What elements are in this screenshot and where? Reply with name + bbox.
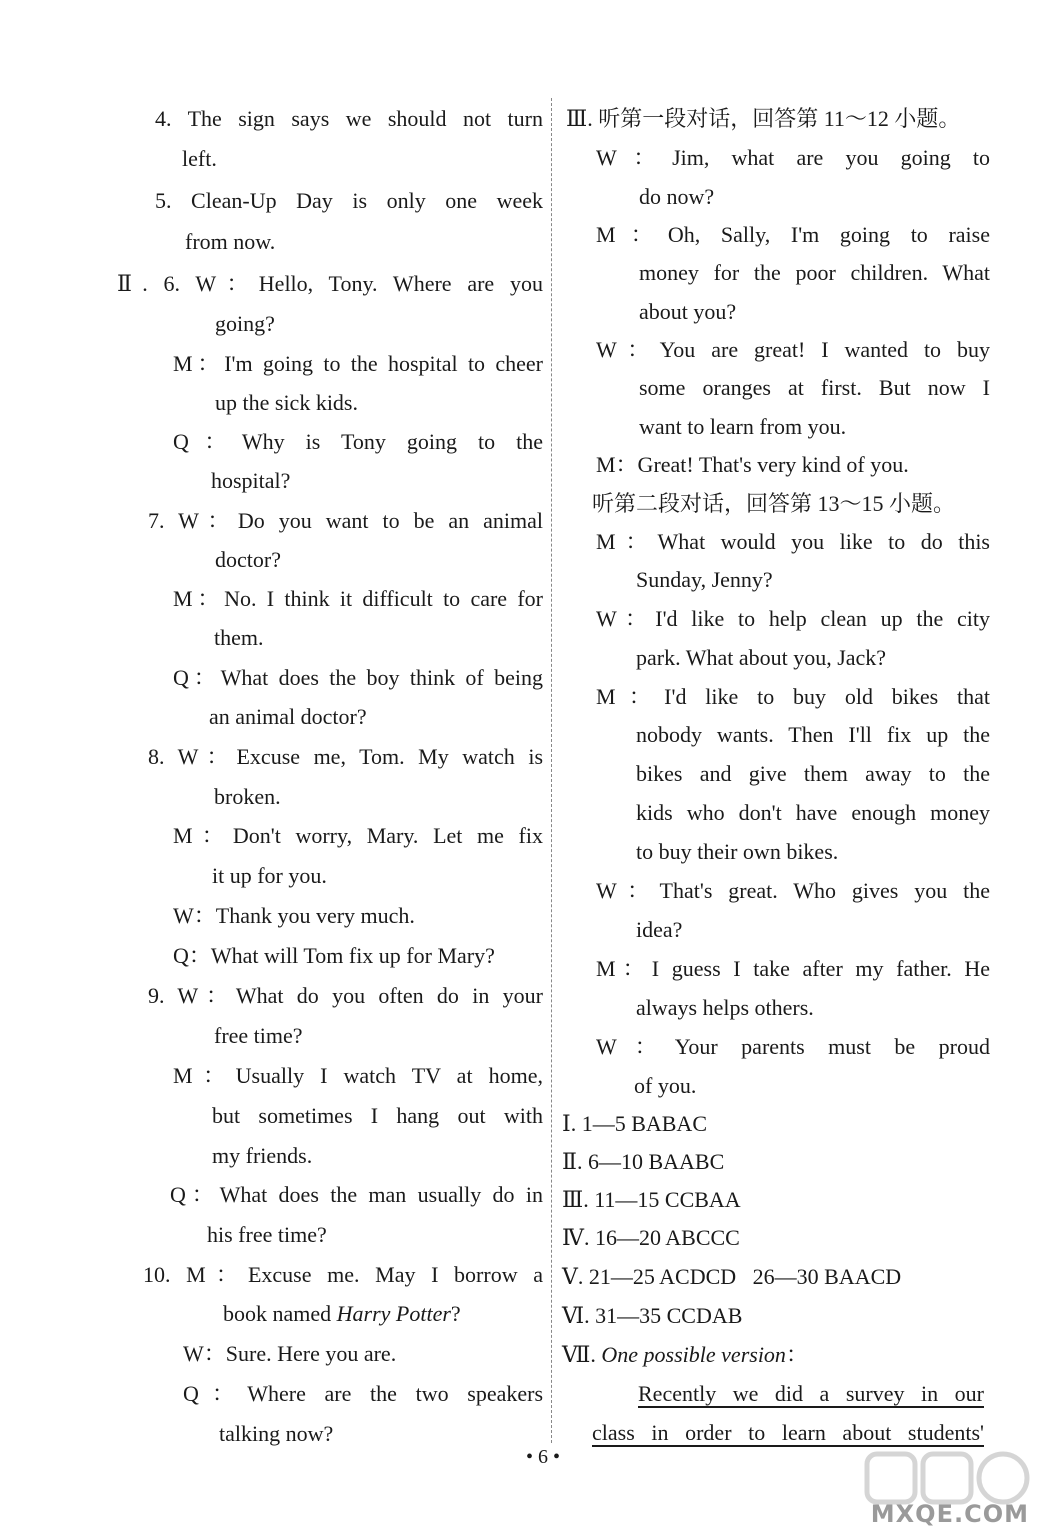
right-line-2: W：Jim, what are you going to (596, 145, 990, 170)
left-line-6: going? (215, 311, 275, 336)
essay-line-1: Recently we did a survey in our (638, 1381, 984, 1406)
left-line-1: 4. The sign says we should not turn (155, 106, 543, 131)
left-line-19: M：Don't worry, Mary. Let me fix (173, 823, 543, 848)
right-line-1: Ⅲ. 听第一段对话，回答第 11～12 小题。 (566, 106, 961, 131)
left-line-22: Q：What will Tom fix up for Mary? (173, 943, 495, 968)
version-numeral: Ⅶ. (562, 1342, 602, 1367)
version-colon: ： (785, 1342, 808, 1367)
left-line-26: but sometimes I hang out with (212, 1103, 543, 1128)
left-line-29: his free time? (207, 1222, 327, 1247)
left-line-7: M：I'm going to the hospital to cheer (173, 351, 543, 376)
right-line-24: always helps others. (636, 995, 814, 1020)
watermark-text: MXQE.COM (870, 1500, 1029, 1528)
left-line-20: it up for you. (212, 863, 327, 888)
book-prefix: book named (223, 1301, 337, 1326)
right-line-20: to buy their own bikes. (636, 839, 839, 864)
left-line-23: 9. W：What do you often do in your (148, 983, 543, 1008)
right-line-18: bikes and give them away to the (636, 761, 990, 786)
left-line-32: W：Sure. Here you are. (183, 1341, 397, 1366)
right-line-6: about you? (639, 299, 737, 324)
left-line-17: 8. W：Excuse me, Tom. My watch is (148, 744, 543, 769)
left-line-10: hospital? (211, 468, 291, 493)
left-line-25: M：Usually I watch TV at home, (173, 1063, 543, 1088)
left-line-3: 5. Clean-Up Day is only one week (155, 188, 543, 213)
left-line-16: an animal doctor? (209, 704, 367, 729)
right-line-17: nobody wants. Then I'll fix up the (636, 722, 990, 747)
version-heading (562, 1341, 808, 1369)
right-line-4: M：Oh, Sally, I'm going to raise (596, 222, 990, 247)
right-line-15: park. What about you, Jack? (636, 645, 887, 670)
left-line-2: left. (182, 146, 217, 171)
right-line-22: idea? (636, 917, 683, 942)
left-line-18: broken. (214, 784, 281, 809)
answer-line-4: Ⅳ. 16—20 ABCCC (562, 1225, 740, 1250)
right-line-7: W：You are great! I wanted to buy (596, 337, 990, 362)
left-line-33: Q：Where are the two speakers (183, 1381, 543, 1406)
right-line-14: W：I'd like to help clean up the city (596, 606, 990, 631)
right-line-3: do now? (639, 184, 715, 209)
right-line-21: W：That's great. Who gives you the (596, 878, 990, 903)
answer-line-2: Ⅱ. 6—10 BAABC (562, 1149, 725, 1174)
left-line-31 (223, 1300, 461, 1328)
version-label: One possible version (601, 1342, 786, 1367)
left-line-9: Q：Why is Tony going to the (173, 429, 543, 454)
right-line-12: M：What would you like to do this (596, 529, 990, 554)
left-line-8: up the sick kids. (215, 390, 358, 415)
left-line-34: talking now? (219, 1421, 334, 1446)
essay-line-2: class in order to learn about students' (592, 1420, 984, 1445)
left-line-11: 7. W：Do you want to be an animal (148, 508, 543, 533)
left-line-14: them. (214, 625, 264, 650)
right-line-8: some oranges at first. But now I (639, 375, 990, 400)
answer-line-1: Ⅰ. 1—5 BABAC (562, 1111, 707, 1136)
left-line-13: M：No. I think it difficult to care for (173, 586, 543, 611)
right-line-13: Sunday, Jenny? (636, 567, 773, 592)
right-line-10: M：Great! That's very kind of you. (596, 452, 909, 477)
answer-line-3: Ⅲ. 11—15 CCBAA (562, 1187, 741, 1212)
right-line-23: M：I guess I take after my father. He (596, 956, 990, 981)
left-line-27: my friends. (212, 1143, 313, 1168)
page-number: • 6 • (525, 1446, 560, 1468)
right-line-19: kids who don't have enough money (636, 800, 990, 825)
left-line-28: Q：What does the man usually do in (170, 1182, 543, 1207)
right-line-25: W：Your parents must be proud (596, 1034, 990, 1059)
left-line-24: free time? (214, 1023, 303, 1048)
right-line-26: of you. (634, 1073, 697, 1098)
left-line-5: Ⅱ. 6. W：Hello, Tony. Where are you (117, 271, 543, 296)
right-line-5: money for the poor children. What (639, 260, 990, 285)
left-line-4: from now. (185, 229, 276, 254)
book-title: Harry Potter (336, 1301, 451, 1326)
right-line-16: M：I'd like to buy old bikes that (596, 684, 990, 709)
left-line-12: doctor? (215, 547, 281, 572)
column-divider (551, 98, 552, 1443)
answer-line-6: Ⅵ. 31—35 CCDAB (562, 1303, 743, 1328)
answer-line-5: Ⅴ. 21—25 ACDCD 26—30 BAACD (562, 1264, 902, 1289)
left-line-30: 10. M：Excuse me. May I borrow a (143, 1262, 543, 1287)
left-line-21: W：Thank you very much. (173, 903, 415, 928)
right-line-9: want to learn from you. (639, 414, 847, 439)
right-line-11: 听第二段对话，回答第 13～15 小题。 (592, 491, 956, 516)
left-line-15: Q：What does the boy think of being (173, 665, 543, 690)
book-suffix: ? (450, 1301, 461, 1326)
